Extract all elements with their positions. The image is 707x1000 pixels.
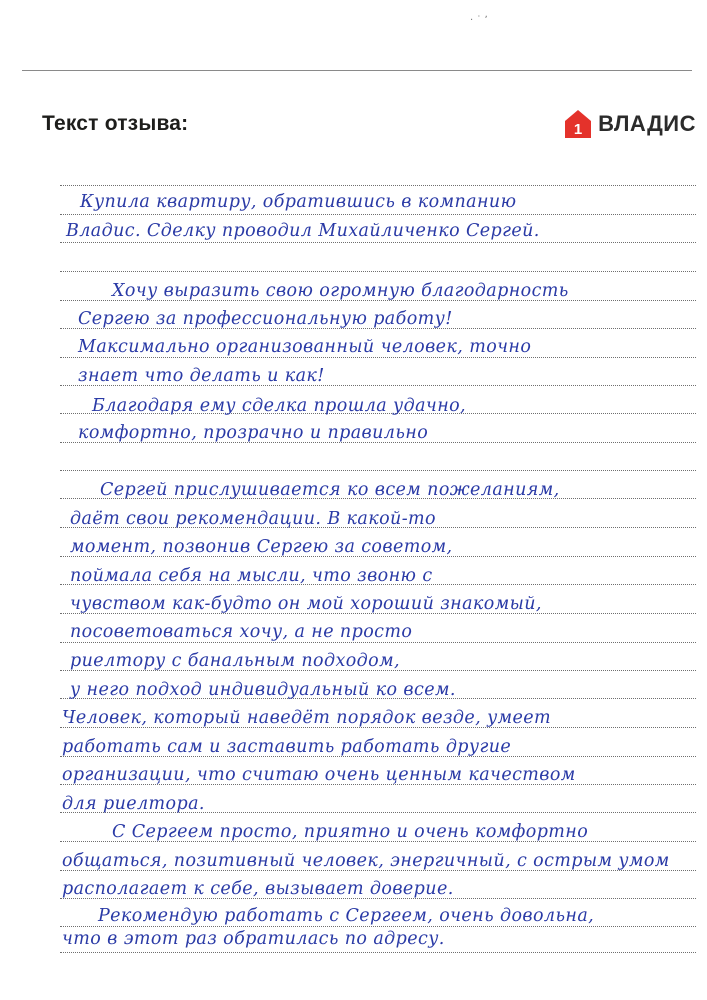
ruled-line (60, 242, 696, 243)
brand-logo (564, 107, 696, 141)
page-title: Текст отзыва: (42, 112, 189, 135)
ruled-line (60, 271, 696, 272)
review-line: общаться, позитивный человек, энергичный, с острым умом (62, 851, 670, 871)
review-line: для риелтора. (62, 794, 205, 814)
review-line: Благодаря ему сделка прошла удачно, (92, 396, 467, 416)
brand-name: ВЛАДИС (598, 111, 696, 136)
review-line: С Сергеем просто, приятно и очень комфортно (112, 822, 589, 842)
ruled-line (60, 357, 696, 358)
review-line: риелтору с банальным подходом, (70, 651, 400, 671)
review-line: Максимально организованный человек, точно (78, 337, 532, 357)
ruled-line (60, 642, 696, 643)
ruled-line (60, 185, 696, 186)
review-line: Купила квартиру, обратившись в компанию (80, 192, 517, 212)
review-line: поймала себя на мысли, что звоню с (70, 566, 433, 586)
review-line: знает что делать и как! (78, 366, 325, 386)
review-line: Сергей прислушивается ко всем пожеланиям, (100, 480, 560, 500)
review-line: работать сам и заставить работать другие (62, 737, 512, 757)
review-line: Человек, который наведёт порядок везде, умеет (62, 708, 552, 728)
review-line: у него подход индивидуальный ко всем. (70, 680, 456, 700)
review-line: даёт свои рекомендации. В какой-то (70, 509, 436, 529)
house-logo-icon (564, 109, 592, 139)
review-line: Хочу выразить свою огромную благодарность (112, 281, 569, 301)
review-line: Сергею за профессиональную работу! (78, 309, 453, 329)
pen-mark: · ˙ ʼ (470, 15, 488, 26)
review-line: организации, что считаю очень ценным качеством (62, 765, 576, 785)
review-line: момент, позвонив Сергею за советом, (70, 537, 453, 557)
ruled-line (60, 470, 696, 471)
review-line: посоветоваться хочу, а не просто (70, 622, 413, 642)
review-line: что в этот раз обратилась по адресу. (62, 929, 445, 949)
ruled-line (60, 926, 696, 927)
top-divider (22, 70, 692, 71)
review-line: Рекомендую работать с Сергеем, очень довольна, (98, 906, 595, 926)
ruled-line (60, 214, 696, 215)
review-line: чувством как-будто он мой хороший знакомый, (70, 594, 542, 614)
review-line: комфортно, прозрачно и правильно (78, 423, 429, 443)
page-header (42, 107, 702, 147)
ruled-line (60, 952, 696, 953)
review-line: располагает к себе, вызывает доверие. (62, 879, 454, 899)
svg-text:1: 1 (573, 121, 583, 138)
review-line: Владис. Сделку проводил Михайличенко Сергей. (66, 221, 540, 241)
